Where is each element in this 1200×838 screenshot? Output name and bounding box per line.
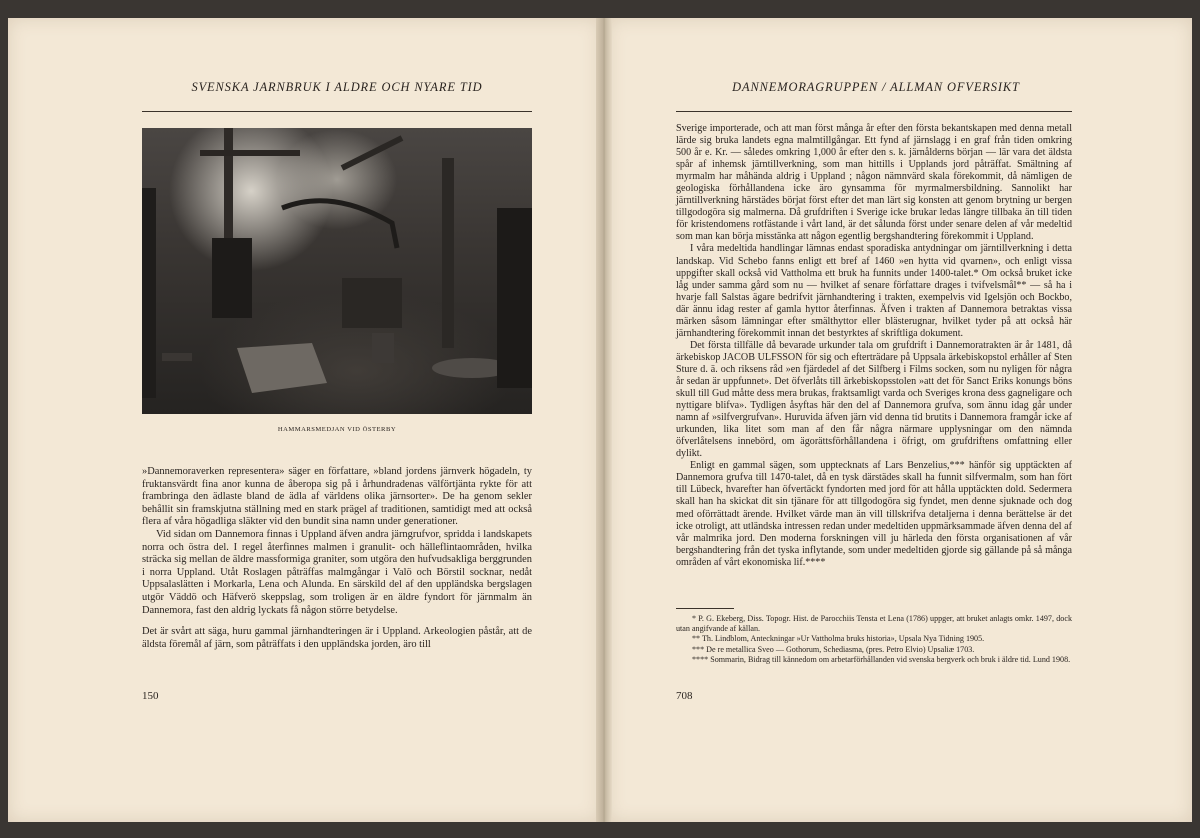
paragraph: I våra medeltida handlingar lämnas endast sporadiska antydningar om järntillverkning i detta landskap. Vid Schebo fanns enligt ett bref af 1460 »en hytta vid qvarnen», och enligt vissa uppgifter skall också vid Vattholma ett bruk ha funnits under 1400-talet.* Om också bruket icke låg under samma gård som nu — hvilket af senare författare drages i tvifvelsmål** — så ha i hvarje fall Salstas ägare bedrifvit järnhandtering i trakten, exempelvis vid Igelsjön och Bockbo, där ännu idag rester af gamla hyttor återfinnas. Äfven i trakten af Dannemora betraktas vissa märken såsom lämningar efter smälthyttor eller blästerugnar, hvilket tyder på att också här järnhandtering förekommit innan det bestyrktes af skriftliga dokument.: [676, 243, 1072, 339]
right-body-text: [676, 123, 1072, 569]
paragraph: Enligt en gammal sägen, som upptecknats af Lars Benzelius,*** hänför sig upptäckten af Dannemora grufva till 1470-talet, då en tysk därstädes skall ha funnit silfvermalm, som han fört till Lübeck, hvarefter han öfvertäckt fyndorten med jord för att hålla upptäckten dold. Sedermera skall han ha skickat dit sin tjänare för att tillgodogöra sig fyndet, men denne sjuknade och dog med oförrättadt ärende. Hvilket värde man än vill tillskrifva detaljerna i denna berättelse är det icke otroligt, att utländska intressen redan under medeltiden uppmärksammade äfven denna del af vår malmrika jord. Den moderna forskningen vill ju härleda den första organisationen af vår bergshandtering från det tyska inflytande, som under medeltiden gjorde sig gällande på så många områden af vårt ekonomiska lif.****: [676, 460, 1072, 568]
left-page-number: 150: [142, 690, 159, 702]
right-header-rule: [676, 111, 1072, 112]
paragraph: Sverige importerade, och att man först många år efter den första bekantskapen med denna metall lärde sig bruka landets egna malmtillgångar. Ett fynd af järnslagg i en graf från tiden omkring 500 år e. Kr. — således omkring 1,000 år efter den s. k. järnålderns början — lär vara det äldsta spår af inhemsk järntillverkning, som man hittills i Upplands jord påträffat. Smältning af myrmalm har måhända aldrig i Uppland ; någon nämnvärd skala förekommit, då nämligen de geologiska förhållandena icke äro gynsamma för myrmalmersbildning. Sannolikt har järntillverkning härstädes börjat först efter det man lärt sig konsten att genom brytning ur bergen tillgodogöra sig malmerna. Då grufdriften i Sverige icke brukar ledas längre tillbaka än till tiden för kristendomens rotfästande i vårt land, är det sålunda först under senare delen af vår medeltid som man kan börja misstänka att någon egentlig bergshandtering förekommit i Uppland.: [676, 123, 1072, 243]
left-running-head: SVENSKA JARNBRUK I ALDRE OCH NYARE TID: [191, 80, 483, 94]
forge-photograph: [142, 128, 532, 414]
photo-caption: HAMMARSMEDJAN VID ÖSTERBY: [277, 426, 397, 433]
footnote: *** De re metallica Sveo — Gothorum, Schediasma, (pres. Petro Elvio) Upsaliæ 1703.: [692, 644, 975, 654]
paragraph: »Dannemoraverken representera» säger en författare, »bland jordens järnverk högadeln, ty fruktansvärdt fina anor kunna de åberopa sig på i århundradenas välförtjänta rykte för att frambringa den ädlaste bland de ädla af världens olika järnsorter». De ha genom sekler behållit sin framskjutna ställning med en stark prägel af traditionen, samtidigt med att också flera af våra högadliga släkter vid den bundit sina namn under generationer.: [142, 466, 532, 528]
footnotes: [676, 614, 1072, 665]
paragraph: Det är svårt att säga, huru gammal järnhandteringen är i Uppland. Arkeologien påstår, att de äldsta föremål af järn, som påträffats i den uppländska jorden, äro till: [142, 626, 532, 650]
footnote: **** Sommarin, Bidrag till kännedom om arbetarförhållanden vid svenska bergverk och bruk i äldre tid. Lund 1908.: [692, 654, 1071, 664]
forge-photo-art: [142, 128, 532, 414]
footnote: * P. G. Ekeberg, Diss. Topogr. Hist. de Parocchiis Tensta et Lena (1786) uppger, att bruket anlagts omkr. 1497, dock utan angifvande af källan.: [676, 614, 1072, 634]
right-running-head: DANNEMORAGRUPPEN / ALLMAN OFVERSIKT: [732, 80, 1020, 94]
book-gutter: [596, 18, 612, 822]
left-body-text: [142, 466, 532, 651]
footnote-rule: [676, 608, 734, 609]
paragraph: Det första tillfälle då bevarade urkunder tala om grufdrift i Dannemoratrakten är år 1481, då ärkebiskop JACOB ULFSSON för sig och efterträdare på Uppsala ärkebiskopstol erhåller af Sten Sture d. ä. och riksens råd »en fjärdedel af det Silfberg i Films socken, som nu nyligen för några år sedan är uppfunnet». Det öfverlåts till ärkebiskopsstolen »att det för Sanct Eriks konungs böns skull till Gud måtte dess mera brukas, fraktsamligt varda och Sveriges krona dess gagneligare och nyttigare blifva». Tydligen åsyftas här den del af Dannemora grufva, som ännu idag går under namn af »silfvergrufvan». Huruvida äfven järn vid denna tid brutits i Dannemora framgår icke af urkunden, lika litet som man af den får några närmare upplysningar om den nämnda öfverlåtelsens innebörd, om ägorättsförhållandena i öfrigt, om grufdriftens omfattning eller dylikt.: [676, 339, 1072, 460]
paragraph: Vid sidan om Dannemora finnas i Uppland äfven andra järngrufvor, spridda i landskapets norra och östra del. I regel återfinnes malmen i granulit- och hälleflintaområden, hvilka sträcka sig mellan de äldre massformiga graniter, som utgöra den hufvudsakliga berggrunden i norra Uppland. Utåt Roslagen påträffas malmgångar i Valö och Börstil socknar, nedåt Uppsalaslätten i Morkarla, Lena och Alunda. En särskild del af den uppländska bergslagen utgör Väddö och Häfverö skeppslag, som troligen är en äldre fyndort för järnmalm än Dannemora, fast den aldrig lyckats få någon större betydelse.: [142, 528, 532, 616]
left-header-rule: [142, 111, 532, 112]
right-page-number: 708: [676, 690, 693, 702]
footnote: ** Th. Lindblom, Anteckningar »Ur Vattholma bruks historia», Upsala Nya Tidning 1905.: [692, 634, 985, 644]
